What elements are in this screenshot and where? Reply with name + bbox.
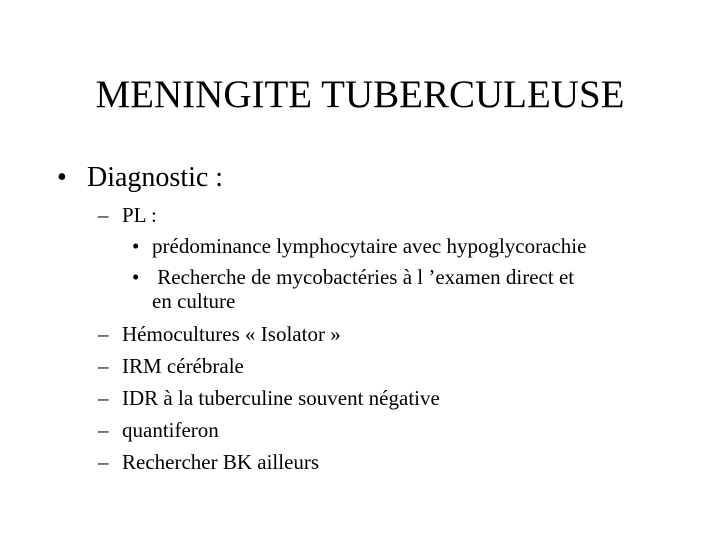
bullet-icon: • [132, 234, 140, 258]
bullet-icon: • [57, 162, 67, 193]
sub-item-pl [98, 203, 157, 227]
sub-item-text: quantiferon [122, 418, 219, 442]
sub-item-irm [98, 354, 244, 378]
sub-sub-item-text-continuation: en culture [152, 289, 236, 313]
bullet-diagnostic [57, 162, 223, 194]
sub-item-quantiferon [98, 418, 219, 442]
sub-item-idr [98, 386, 440, 410]
dash-icon: – [98, 354, 109, 378]
dash-icon: – [98, 418, 109, 442]
sub-item-text: PL : [122, 203, 157, 227]
dash-icon: – [98, 386, 109, 410]
sub-item-rechercher-bk [98, 450, 319, 474]
sub-sub-item-recherche [132, 265, 574, 313]
slide-title: MENINGITE TUBERCULEUSE [95, 73, 625, 116]
dash-icon: – [98, 203, 109, 227]
sub-sub-item-text: Recherche de mycobactéries à l ’examen direct et [152, 265, 575, 289]
sub-item-text: Hémocultures « Isolator » [122, 322, 341, 346]
dash-icon: – [98, 322, 109, 346]
dash-icon: – [98, 450, 109, 474]
sub-item-text: IRM cérébrale [122, 354, 244, 378]
sub-item-hemocultures [98, 322, 341, 346]
sub-sub-item-predominance [132, 234, 586, 258]
sub-sub-item-text: prédominance lymphocytaire avec hypoglycorachie [152, 234, 587, 258]
bullet-text: Diagnostic : [87, 162, 224, 193]
sub-item-text: Rechercher BK ailleurs [122, 450, 320, 474]
sub-item-text: IDR à la tuberculine souvent négative [122, 386, 440, 410]
bullet-icon: • [132, 265, 140, 289]
